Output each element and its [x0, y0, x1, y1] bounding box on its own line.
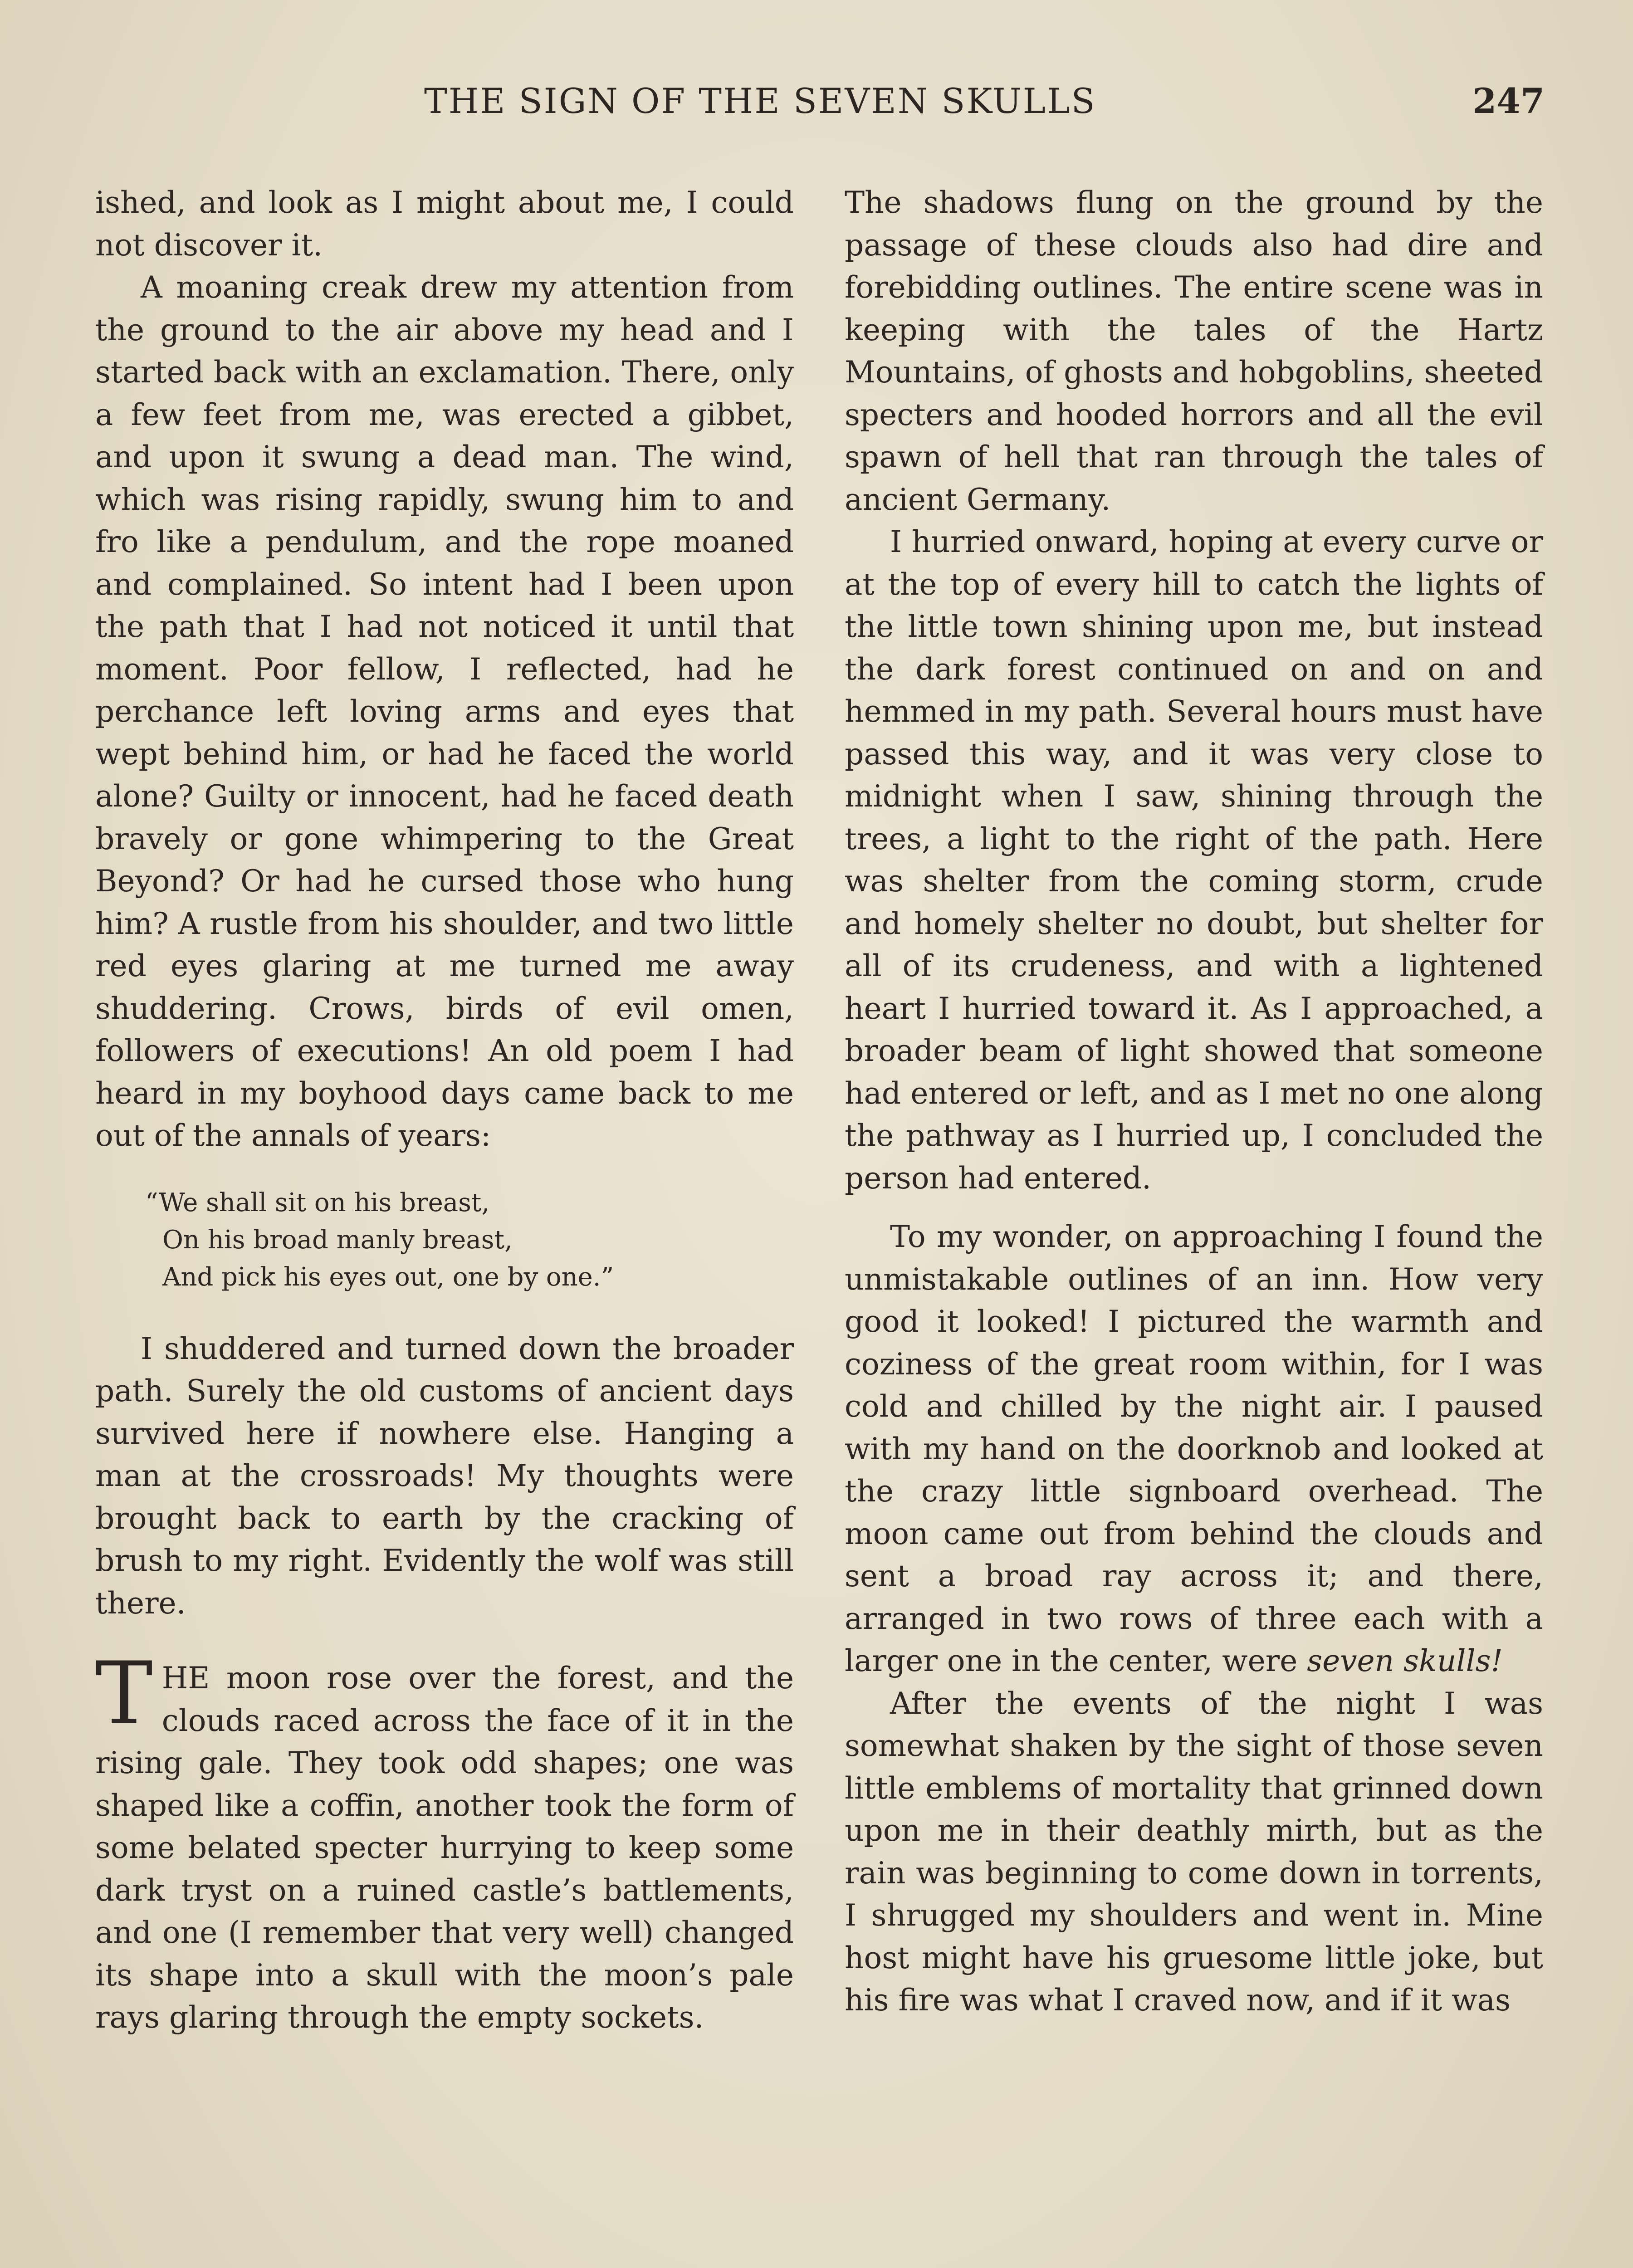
- page-header: [93, 81, 1545, 131]
- small-caps-lead: HE: [161, 1661, 210, 1696]
- paragraph-text: To my wonder, on approaching I found the unmistakable outlines of an inn. How very good it looked! I pictured the warmth and coziness of the great room within, for I was cold and chilled by the night air. I paused with my hand on the doorknob and looked at the crazy little signboard overhead. The moon came out from behind the clouds and sent a broad ray across it; and there, arranged in two rows of three each with a larger one in the center, were: [845, 1219, 1543, 1678]
- paragraph-with-drop-cap: [95, 1643, 794, 2039]
- poem-line: And pick his eyes out, one by one.”: [162, 1262, 614, 1292]
- poem-line: “We shall sit on his breast,: [145, 1188, 490, 1217]
- poem-quote: [145, 1184, 794, 1296]
- paragraph: I shuddered and turned down the broader path. Surely the old customs of ancient days survived here if nowhere else. Hanging a man at the crossroads! My thoughts were brought back to earth by the cracking of brush to my right. Evidently the wolf was still there.: [95, 1331, 794, 1621]
- paragraph-spacer: [845, 1199, 1543, 1216]
- paragraph-text: moon rose over the forest, and the clouds raced across the face of it in the rising gale. They took odd shapes; one was shaped like a coffin, another took the form of some belated specter hurrying to keep some dark tryst on a ruined castle’s battlements, and one (I remember that very well) changed its shape into a skull with the moon’s pale rays glaring through the empty sockets.: [95, 1661, 794, 2035]
- running-title: THE SIGN OF THE SEVEN SKULLS: [424, 81, 1096, 121]
- paragraph: [845, 1216, 1543, 1682]
- paragraph: ished, and look as I might about me, I could not discover it.: [95, 185, 794, 263]
- section-break: [95, 1624, 794, 1657]
- emphasis-text: seven skulls!: [1307, 1643, 1503, 1678]
- drop-cap: T: [95, 1643, 153, 1744]
- paragraph: I hurried onward, hoping at every curve or at the top of every hill to catch the lights of the little town shining upon me, but instead the dark forest continued on and on and hemmed in my path. Several hours must have passed this way, and it was very close to midnight when I saw, shining through the trees, a light to the right of the path. Here was shelter from the coming storm, crude and homely shelter no doubt, but shelter for all of its crudeness, and with a lightened heart I hurried toward it. As I approached, a broader beam of light showed that someone had entered or left, and as I met no one along the pathway as I hurried up, I concluded the person had entered.: [845, 524, 1543, 1196]
- paragraph: After the events of the night I was somewhat shaken by the sight of those seven little emblems of mortality that grinned down upon me in their deathly mirth, but as the rain was beginning to come down in torrents, I shrugged my shoulders and went in. Mine host might have his gruesome little joke, but his fire was what I craved now, and if it was: [845, 1686, 1543, 2018]
- left-column: [95, 181, 794, 2039]
- right-column: [845, 181, 1543, 2022]
- page-number: 247: [1472, 81, 1545, 121]
- poem-line: On his broad manly breast,: [162, 1225, 513, 1255]
- paragraph: A moaning creak drew my attention from the ground to the air above my head and I started back with an exclamation. There, only a few feet from me, was erected a gibbet, and upon it swung a dead man. The wind, which was rising rapidly, swung him to and fro like a pendulum, and the rope moaned and complained. So intent had I been upon the path that I had not noticed it until that moment. Poor fellow, I reflected, had he perchance left loving arms and eyes that wept behind him, or had he faced the world alone? Guilty or innocent, had he faced death bravely or gone whimpering to the Great Beyond? Or had he cursed those who hung him? A rustle from his shoulder, and two little red eyes glaring at me turned me away shuddering. Crows, birds of evil omen, followers of executions! An old poem I had heard in my boyhood days came back to me out of the annals of years:: [95, 270, 794, 1153]
- paragraph: The shadows flung on the ground by the passage of these clouds also had dire and forebidding outlines. The entire scene was in keeping with the tales of the Hartz Mountains, of ghosts and hobgoblins, sheeted specters and hooded horrors and all the evil spawn of hell that ran through the tales of ancient Germany.: [845, 185, 1543, 517]
